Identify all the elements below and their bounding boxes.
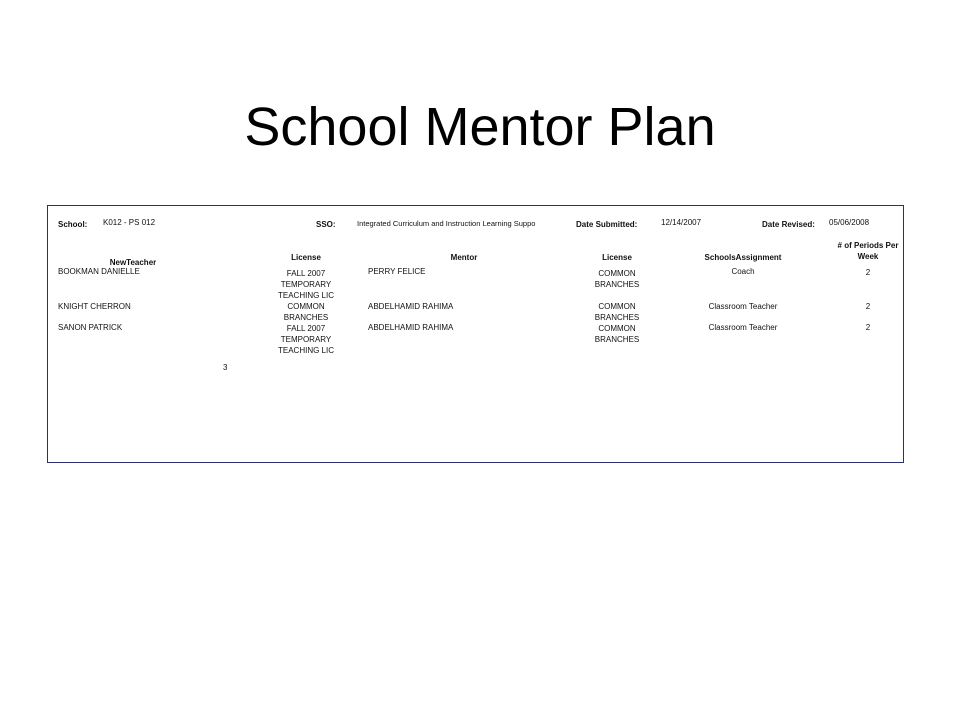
row-3-mentor-license: COMMON BRANCHES bbox=[594, 324, 640, 344]
school-label: School: bbox=[58, 220, 88, 229]
row-1-license: FALL 2007 TEMPORARY TEACHING LIC bbox=[277, 269, 334, 300]
row-3-new-teacher: SANON PATRICK bbox=[58, 323, 123, 332]
mentor-plan-report bbox=[47, 205, 904, 463]
column-header-periods-per-week: # of Periods Per Week bbox=[837, 241, 899, 261]
row-1-mentor: PERRY FELICE bbox=[368, 267, 426, 276]
row-2-mentor-license: COMMON BRANCHES bbox=[594, 302, 640, 322]
school-value: K012 - PS 012 bbox=[103, 218, 156, 227]
row-1-periods: 2 bbox=[865, 268, 871, 277]
date-submitted-label: Date Submitted: bbox=[576, 220, 638, 229]
row-1-mentor-license: COMMON BRANCHES bbox=[594, 269, 640, 289]
row-3-license: FALL 2007 TEMPORARY TEACHING LIC bbox=[277, 324, 334, 355]
record-count: 3 bbox=[223, 363, 228, 372]
column-header-license: License bbox=[291, 253, 321, 262]
row-3-periods: 2 bbox=[865, 323, 871, 332]
date-submitted-value: 12/14/2007 bbox=[661, 218, 702, 227]
row-3-mentor: ABDELHAMID RAHIMA bbox=[368, 323, 454, 332]
column-header-mentor: Mentor bbox=[450, 253, 478, 262]
row-2-periods: 2 bbox=[865, 302, 871, 311]
sso-value: Integrated Curriculum and Instruction Learning Suppo bbox=[357, 219, 536, 228]
date-revised-value: 05/06/2008 bbox=[829, 218, 870, 227]
slide-title: School Mentor Plan bbox=[244, 97, 716, 158]
date-revised-label: Date Revised: bbox=[762, 220, 815, 229]
row-3-school-assignment: Classroom Teacher bbox=[708, 323, 778, 332]
column-header-mentor-license: License bbox=[602, 253, 632, 262]
row-1-new-teacher: BOOKMAN DANIELLE bbox=[58, 267, 140, 276]
row-2-license: COMMON BRANCHES bbox=[283, 302, 329, 322]
column-header-new-teacher: NewTeacher bbox=[109, 258, 157, 267]
column-header-school-assignment: SchoolsAssignment bbox=[704, 253, 782, 262]
row-2-new-teacher: KNIGHT CHERRON bbox=[58, 302, 131, 311]
row-1-school-assignment: Coach bbox=[731, 267, 755, 276]
sso-label: SSO: bbox=[316, 220, 336, 229]
row-2-school-assignment: Classroom Teacher bbox=[708, 302, 778, 311]
row-2-mentor: ABDELHAMID RAHIMA bbox=[368, 302, 454, 311]
